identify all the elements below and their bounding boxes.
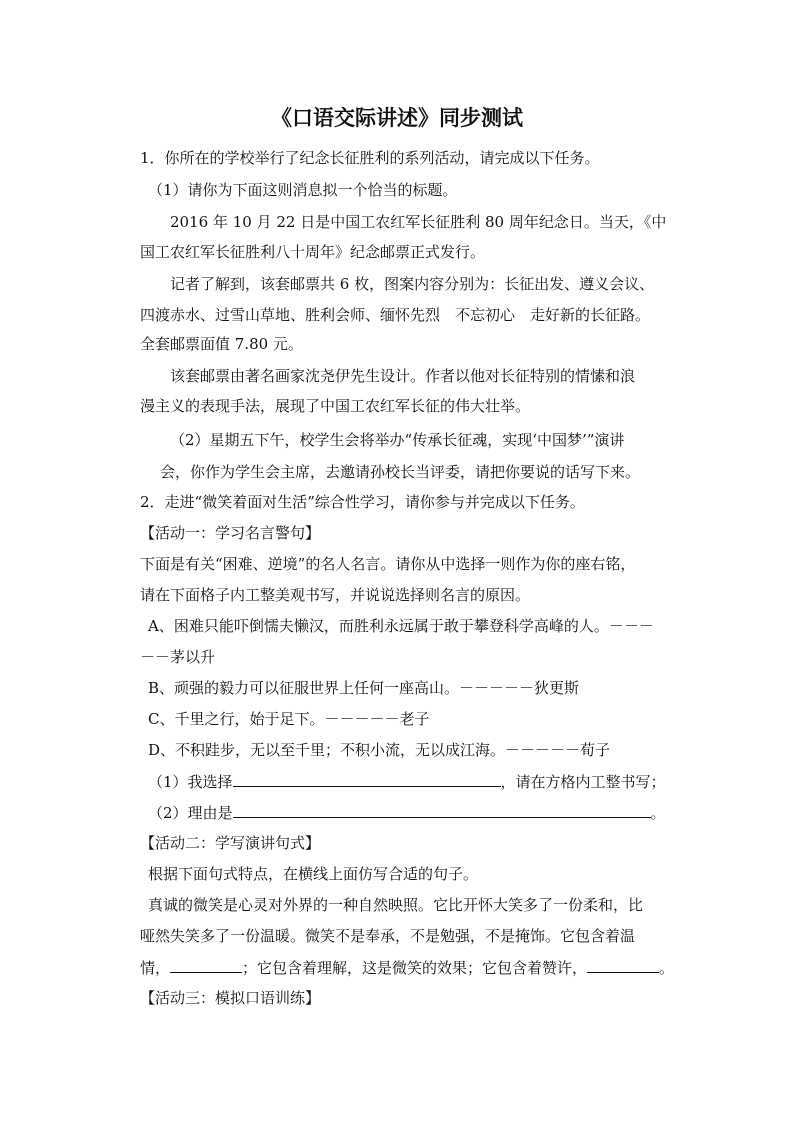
answer-1-prefix: （1）我选择 — [148, 773, 233, 791]
fill-blank-2[interactable] — [587, 957, 659, 973]
answer-1-suffix: ，请在方格内工整书写； — [500, 773, 666, 791]
answer-2-blank[interactable] — [233, 802, 651, 818]
quote-c: C、千里之行，始于足下。－－－－－老子 — [148, 710, 430, 728]
news-paragraph-1-line-1: 2016 年 10 月 22 日是中国工农红军长征胜利 80 周年纪念日。当天，《中 — [170, 213, 667, 231]
activity-2-text-a: 情， — [140, 959, 171, 977]
fill-blank-1[interactable] — [170, 957, 242, 973]
activity-2-text-c: 。 — [659, 959, 675, 977]
quote-a-line-2: －－茅以升 — [140, 648, 216, 666]
question-1-sub-2-line-1: （2）星期五下午，校学生会将举办“传承长征魂，实现‘中国梦’”演讲 — [170, 431, 625, 449]
news-paragraph-3-line-1: 该套邮票由著名画家沈尧伊先生设计。作者以他对长征特别的情愫和浪 — [170, 367, 636, 385]
activity-2-text-b: ；它包含着理解，这是微笑的效果；它包含着赞许， — [242, 959, 588, 977]
question-1-stem: 1．你所在的学校举行了纪念长征胜利的系列活动，请完成以下任务。 — [140, 149, 600, 167]
answer-1-line — [148, 771, 666, 792]
activity-2-paragraph-line-1: 真诚的微笑是心灵对外界的一种自然映照。它比开怀大笑多了一份柔和，比 — [148, 896, 644, 914]
quote-d: D、不积跬步，无以至千里；不积小流，无以成江海。－－－－－荀子 — [148, 741, 611, 759]
news-paragraph-2-line-3: 全套邮票面值 7.80 元。 — [140, 335, 303, 353]
news-paragraph-2-line-1: 记者了解到，该套邮票共 6 枚，图案内容分别为：长征出发、遵义会议、 — [170, 275, 655, 293]
activity-2-heading: 【活动二：学写演讲句式】 — [140, 834, 321, 852]
activity-2-paragraph-line-2: 哑然失笑多了一份温暖。微笑不是奉承，不是勉强，不是掩饰。它包含着温 — [140, 927, 636, 945]
answer-1-blank[interactable] — [233, 771, 501, 787]
answer-2-line — [148, 802, 666, 823]
question-1-sub-2-line-2: 会，你作为学生会主席，去邀请孙校长当评委，请把你要说的话写下来。 — [160, 463, 641, 481]
answer-2-suffix: 。 — [650, 804, 666, 822]
page-title: 《口语交际讲述》同步测试 — [271, 105, 523, 130]
activity-3-heading: 【活动三：模拟口语训练】 — [140, 989, 321, 1007]
activity-1-heading: 【活动一：学习名言警句】 — [140, 524, 321, 542]
activity-2-paragraph-line-3 — [140, 957, 674, 978]
question-2-stem: 2．走进“微笑着面对生活”综合性学习，请你参与并完成以下任务。 — [140, 493, 585, 511]
news-paragraph-1-line-2: 国工农红军长征胜利八十周年》纪念邮票正式发行。 — [140, 243, 486, 261]
news-paragraph-2-line-2: 四渡赤水、过雪山草地、胜利会师、缅怀先烈 不忘初心 走好新的长征路。 — [140, 306, 651, 324]
question-1-sub-1: （1）请你为下面这则消息拟一个恰当的标题。 — [148, 181, 458, 199]
answer-2-prefix: （2）理由是 — [148, 804, 233, 822]
quote-b: B、顽强的毅力可以征服世界上任何一座高山。－－－－－狄更斯 — [148, 679, 580, 697]
activity-1-intro-line-2: 请在下面格子内工整美观书写，并说说选择则名言的原因。 — [140, 586, 531, 604]
news-paragraph-3-line-2: 漫主义的表现手法，展现了中国工农红军长征的伟大壮举。 — [140, 397, 531, 415]
quote-a-line-1: A、困难只能吓倒懦夫懒汉，而胜利永远属于敢于攀登科学高峰的人。－－－ — [148, 617, 654, 635]
activity-2-intro: 根据下面句式特点，在横线上面仿写合适的句子。 — [148, 865, 479, 883]
activity-1-intro-line-1: 下面是有关“困难、逆境”的名人名言。请你从中选择一则作为你的座右铭， — [140, 555, 636, 573]
